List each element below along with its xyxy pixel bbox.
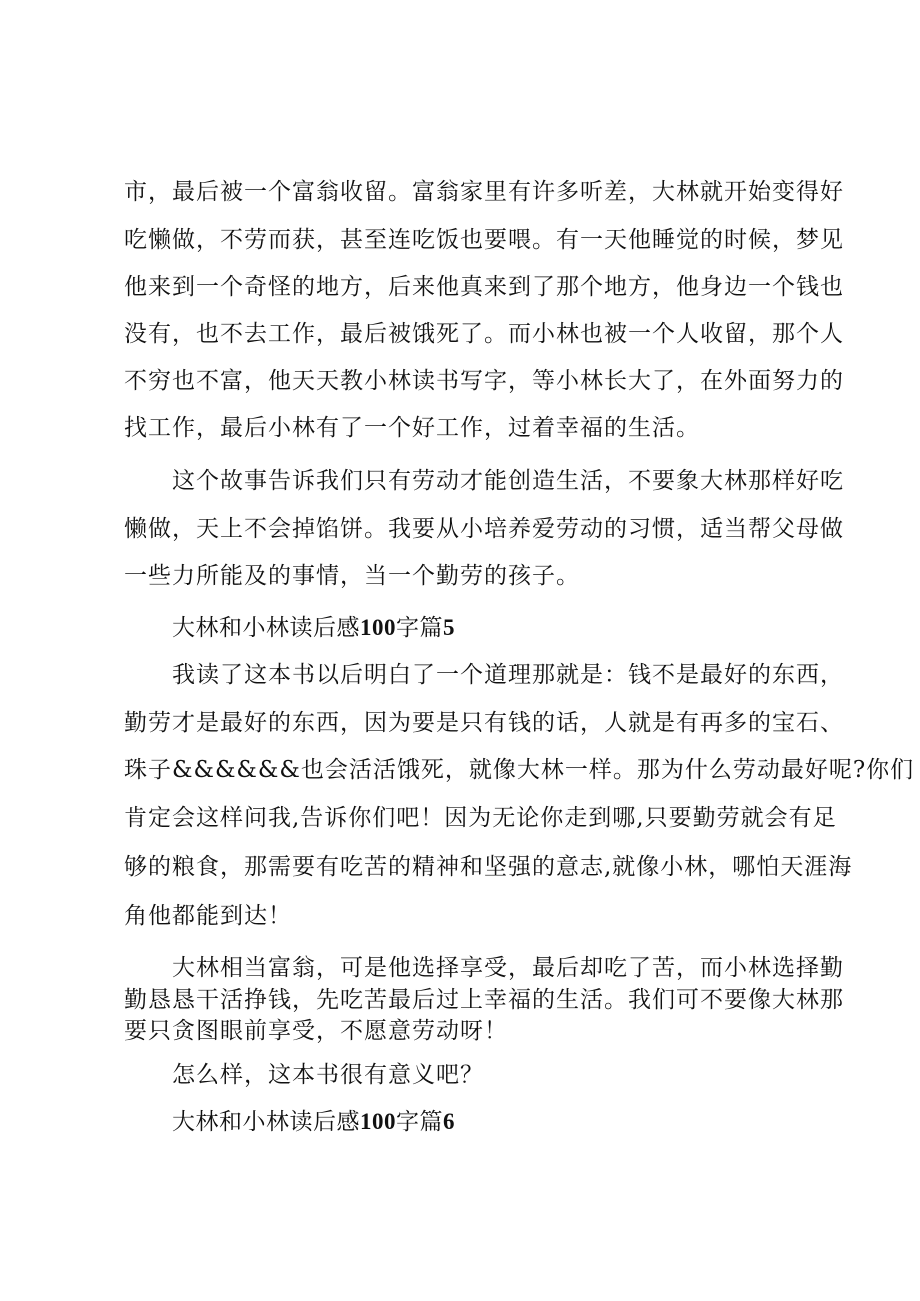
paragraph-1-line-4: 没有，也不去工作，最后被饿死了。而小林也被一个人收留，那个人 bbox=[124, 321, 844, 347]
paragraph-1-line-3: 他来到一个奇怪的地方，后来他真来到了那个地方，他身边一个钱也 bbox=[124, 274, 844, 300]
paragraph-3-line-4: 肯定会这样问我,告诉你们吧！因为无论你走到哪,只要勤劳就会有足 bbox=[124, 805, 837, 831]
heading-6-suffix: 字篇 bbox=[396, 1109, 443, 1135]
paragraph-4-line-2: 勤恳恳干活挣钱，先吃苦最后过上幸福的生活。我们可不要像大林那 bbox=[124, 987, 844, 1013]
paragraph-2-line-2: 懒做，天上不会掉馅饼。我要从小培养爱劳动的习惯，适当帮父母做 bbox=[124, 516, 844, 542]
paragraph-1-line-6: 找工作，最后小林有了一个好工作，过着幸福的生活。 bbox=[124, 415, 700, 441]
heading-5-number: 100 bbox=[360, 615, 396, 640]
heading-6-index: 6 bbox=[443, 1109, 455, 1134]
paragraph-2-line-3: 一些力所能及的事情，当一个勤劳的孩子。 bbox=[124, 563, 580, 589]
heading-5-text: 大林和小林读后感 bbox=[172, 615, 360, 641]
paragraph-4-line-1: 大林相当富翁，可是他选择享受，最后却吃了苦，而小林选择勤 bbox=[172, 955, 844, 981]
section-heading-5 bbox=[172, 613, 872, 643]
paragraph-3-line-3: 珠子&&&&&&也会活活饿死，就像大林一样。那为什么劳动最好呢?你们 bbox=[124, 757, 915, 783]
paragraph-3-line-2: 勤劳才是最好的东西，因为要是只有钱的话，人就是有再多的宝石、 bbox=[124, 710, 844, 736]
paragraph-4-line-3: 要只贪图眼前享受，不愿意劳动呀！ bbox=[124, 1018, 508, 1044]
heading-6-number: 100 bbox=[360, 1109, 396, 1134]
heading-5-suffix: 字篇 bbox=[396, 615, 443, 641]
paragraph-3-line-1: 我读了这本书以后明白了一个道理那就是：钱不是最好的东西， bbox=[172, 662, 844, 688]
section-heading-6 bbox=[172, 1107, 872, 1137]
paragraph-1-line-5: 不穷也不富，他天天教小林读书写字，等小林长大了，在外面努力的 bbox=[124, 368, 844, 394]
paragraph-5-line-1: 怎么样，这本书很有意义吧？ bbox=[172, 1062, 484, 1088]
paragraph-3-line-5: 够的粮食，那需要有吃苦的精神和坚强的意志,就像小林，哪怕天涯海 bbox=[124, 854, 853, 880]
paragraph-1-line-2: 吃懒做，不劳而获，甚至连吃饭也要喂。有一天他睡觉的时候，梦见 bbox=[124, 227, 844, 253]
heading-6-text: 大林和小林读后感 bbox=[172, 1109, 360, 1135]
heading-5-index: 5 bbox=[443, 615, 455, 640]
paragraph-1-line-1: 市，最后被一个富翁收留。富翁家里有许多听差，大林就开始变得好 bbox=[124, 179, 844, 205]
paragraph-2-line-1: 这个故事告诉我们只有劳动才能创造生活，不要象大林那样好吃 bbox=[172, 468, 844, 494]
paragraph-3-line-6: 角他都能到达！ bbox=[124, 903, 292, 929]
